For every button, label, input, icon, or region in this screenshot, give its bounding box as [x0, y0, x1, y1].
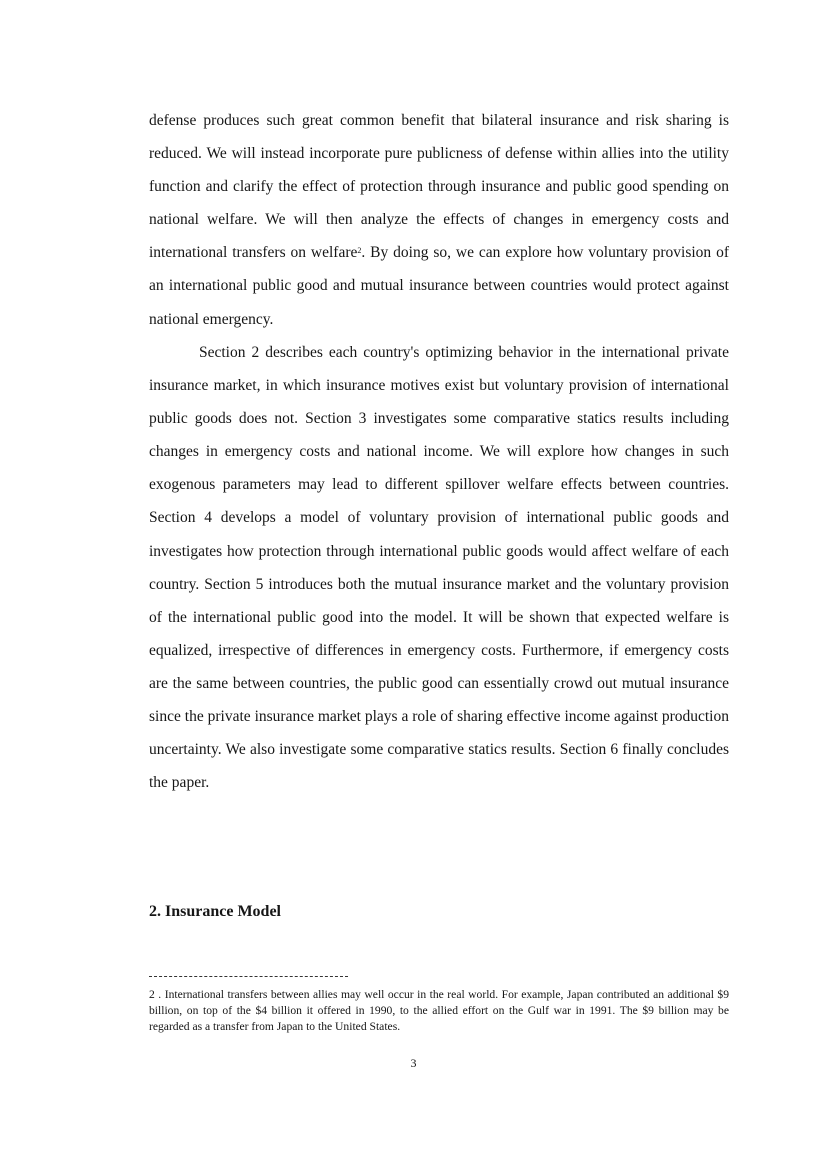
footnote-text: International transfers between allies may well occur in the real world. For example, Japan contributed an additional $9 billion, on top of the $4 billion it offered in 1990, to the allied effort on the Gulf war in 1991. The $9 billion may be regarded as a transfer from Japan to the United States.	[149, 988, 730, 1033]
page-number: 3	[410, 1056, 417, 1070]
footnote-reference[interactable]: 2	[357, 246, 362, 256]
footnote-divider	[149, 976, 348, 977]
footnote	[149, 987, 729, 1035]
paragraph-1-text: defense produces such great common benefit that bilateral insurance and risk sharing is reduced. We will instead incorporate pure publicness of defense within allies into the utility function and clarify the effect of protection through insurance and public good spending on national welfare. We will then analyze the effects of changes in emergency costs and international transfers on welfare	[149, 112, 729, 262]
footnote-marker: 2 .	[149, 988, 162, 1001]
section-heading: 2. Insurance Model	[149, 903, 281, 920]
body-paragraph-2: Section 2 describes each country's optimizing behavior in the international private insurance market, in which insurance motives exist but voluntary provision of international public goods does not. Section 3 investigates some comparative statics results including changes in emergency costs and national income. We will explore how changes in such exogenous parameters may lead to different spillover welfare effects between countries. Section 4 develops a model of voluntary provision of international public goods and investigates how protection through international public goods would affect welfare of each country. Section 5 introduces both the mutual insurance market and the voluntary provision of the international public good into the model. It will be shown that expected welfare is equalized, irrespective of differences in emergency costs. Furthermore, if emergency costs are the same between countries, the public good can essentially crowd out mutual insurance since the private insurance market plays a role of sharing effective income against production uncertainty. We also investigate some comparative statics results. Section 6 finally concludes the paper.	[149, 344, 729, 792]
body-paragraph-1	[149, 104, 729, 336]
paragraph-1-end-text: . By doing so, we can explore how voluntary provision of an international public good and mutual insurance between countries would protect against national emergency.	[149, 244, 729, 328]
